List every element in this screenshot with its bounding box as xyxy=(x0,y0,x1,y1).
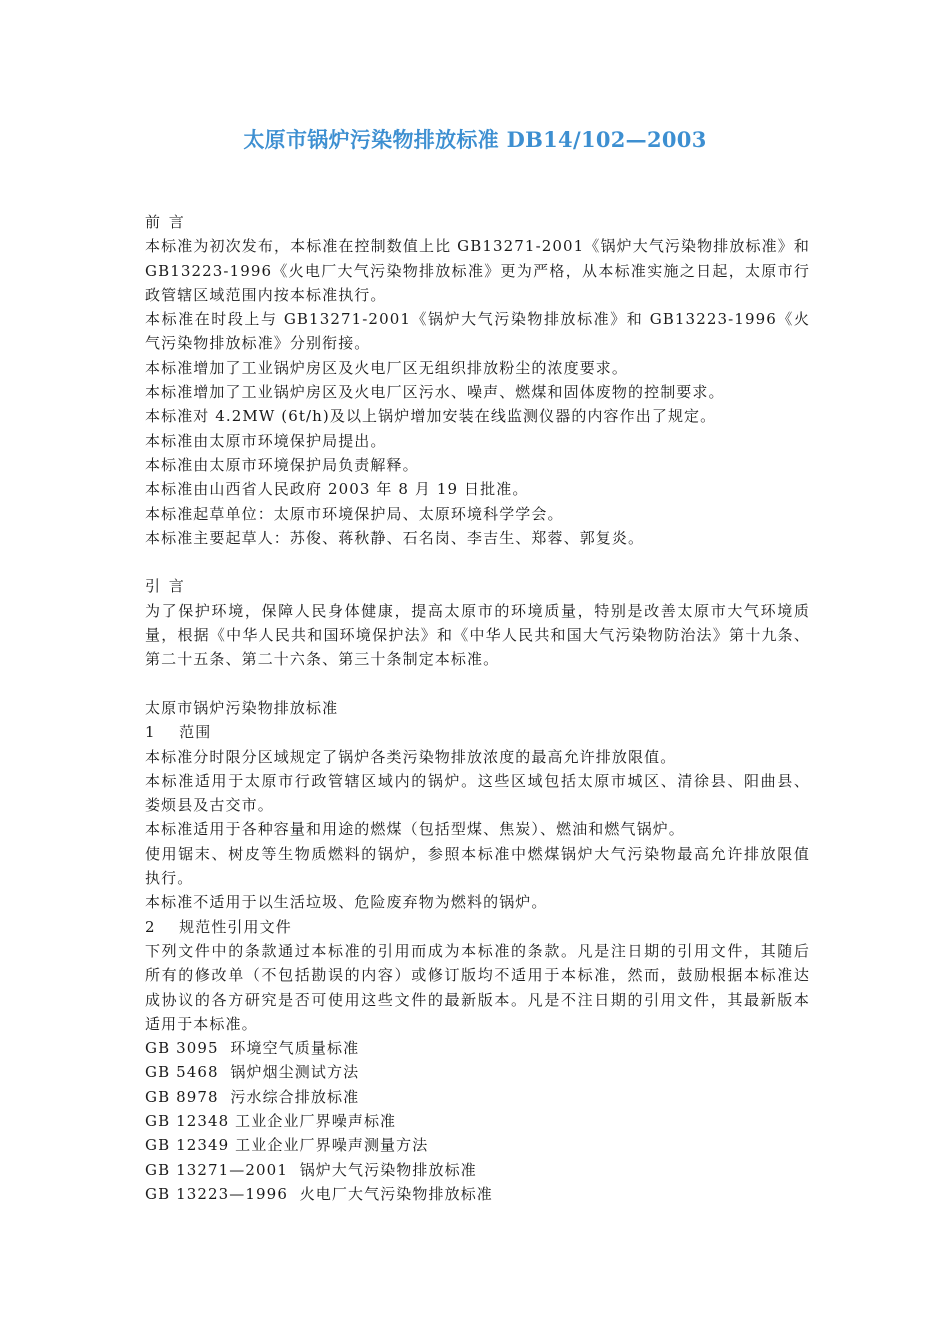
section-2-heading: 2 规范性引用文件 xyxy=(145,917,292,936)
section-1-line: 本标准适用于各种容量和用途的燃煤（包括型煤、焦炭）、燃油和燃气锅炉。 xyxy=(145,820,685,839)
section-1-line: 娄烦县及古交市。 xyxy=(145,796,274,815)
paragraph-gap xyxy=(145,672,810,696)
reference-item: GB 13223—1996 火电厂大气污染物排放标准 xyxy=(145,1184,493,1203)
introduction-line: 量，根据《中华人民共和国环境保护法》和《中华人民共和国大气污染物防治法》第十九条、 xyxy=(145,626,810,645)
introduction-line: 为了保护环境，保障人民身体健康，提高太原市的环境质量，特别是改善太原市大气环境质 xyxy=(145,601,810,620)
section-2-line: 所有的修改单（不包括勘误的内容）或修订版均不适用于本标准，然而，鼓励根据本标准达 xyxy=(145,966,810,985)
section-1-line: 使用锯末、树皮等生物质燃料的锅炉，参照本标准中燃煤锅炉大气污染物最高允许排放限值 xyxy=(145,844,810,863)
foreword-line: 本标准由太原市环境保护局提出。 xyxy=(145,431,387,450)
section-1-line: 执行。 xyxy=(145,869,194,888)
reference-item: GB 13271—2001 锅炉大气污染物排放标准 xyxy=(145,1160,477,1179)
foreword-line: 政管辖区域范围内按本标准执行。 xyxy=(145,285,387,304)
section-2-line: 下列文件中的条款通过本标准的引用而成为本标准的条款。凡是注日期的引用文件，其随后 xyxy=(145,941,810,960)
section-1-line: 本标准分时限分区域规定了锅炉各类污染物排放浓度的最高允许排放限值。 xyxy=(145,747,677,766)
section-2-line: 适用于本标准。 xyxy=(145,1014,258,1033)
foreword-line: 本标准为初次发布，本标准在控制数值上比 GB13271-2001《锅炉大气污染物排放标准》和 xyxy=(145,237,810,256)
document-body xyxy=(145,210,810,1206)
foreword-line: 气污染物排放标准》分别衔接。 xyxy=(145,334,371,353)
foreword-line: 本标准在时段上与 GB13271-2001《锅炉大气污染物排放标准》和 GB13223-1996《火 xyxy=(145,310,810,329)
foreword-line: 本标准对 4.2MW (6t/h)及以上锅炉增加安装在线监测仪器的内容作出了规定。 xyxy=(145,407,717,426)
foreword-line: 本标准起草单位：太原市环境保护局、太原环境科学学会。 xyxy=(145,504,564,523)
foreword-line: 本标准主要起草人：苏俊、蒋秋静、石名岗、李吉生、郑蓉、郭复炎。 xyxy=(145,528,645,547)
reference-item: GB 12348 工业企业厂界噪声标准 xyxy=(145,1111,397,1130)
standard-heading: 太原市锅炉污染物排放标准 xyxy=(145,698,339,717)
document-title: 太原市锅炉污染物排放标准 DB14/102—2003 xyxy=(243,127,707,152)
reference-item: GB 8978 污水综合排放标准 xyxy=(145,1087,360,1106)
section-2-line: 成协议的各方研究是否可使用这些文件的最新版本。凡是不注日期的引用文件，其最新版本 xyxy=(145,990,810,1009)
reference-item: GB 5468 锅炉烟尘测试方法 xyxy=(145,1063,360,1082)
reference-item: GB 3095 环境空气质量标准 xyxy=(145,1039,360,1058)
section-1-line: 本标准不适用于以生活垃圾、危险废弃物为燃料的锅炉。 xyxy=(145,893,548,912)
reference-item: GB 12349 工业企业厂界噪声测量方法 xyxy=(145,1136,429,1155)
paragraph-gap xyxy=(145,550,810,574)
foreword-line: 本标准增加了工业锅炉房区及火电厂区污水、噪声、燃煤和固体废物的控制要求。 xyxy=(145,383,725,402)
foreword-line: 本标准由山西省人民政府 2003 年 8 月 19 日批准。 xyxy=(145,480,529,499)
foreword-heading: 前 言 xyxy=(145,213,186,231)
introduction-line: 第二十五条、第二十六条、第三十条制定本标准。 xyxy=(145,650,500,669)
introduction-heading: 引 言 xyxy=(145,577,186,596)
section-1-heading: 1 范围 xyxy=(145,723,212,742)
foreword-line: 本标准增加了工业锅炉房区及火电厂区无组织排放粉尘的浓度要求。 xyxy=(145,358,629,377)
foreword-line: 本标准由太原市环境保护局负责解释。 xyxy=(145,455,419,474)
section-1-line: 本标准适用于太原市行政管辖区域内的锅炉。这些区域包括太原市城区、清徐县、阳曲县、 xyxy=(145,771,810,790)
foreword-line: GB13223-1996《火电厂大气污染物排放标准》更为严格，从本标准实施之日起，太原市行 xyxy=(145,261,810,280)
